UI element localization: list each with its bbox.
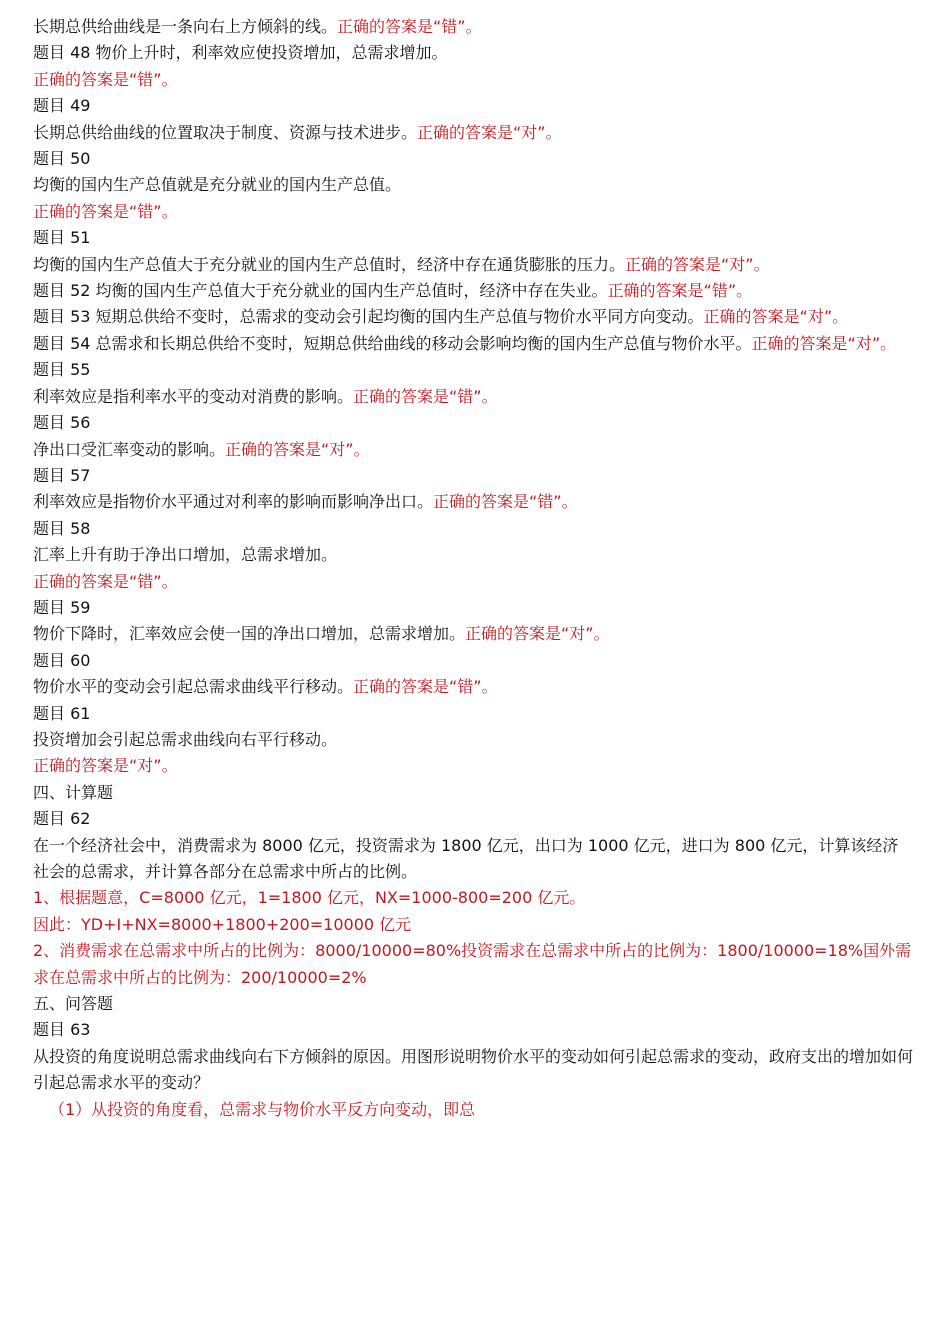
text-line bbox=[33, 40, 913, 66]
answer-text: 正确的答案是“错”。 bbox=[607, 281, 753, 301]
answer-text: 因此：YD+I+NX=8000+1800+200=10000 亿元 bbox=[33, 914, 412, 934]
question-text: 利率效应是指物价水平通过对利率的影响而影响净出口。 bbox=[33, 492, 434, 512]
question-text: 题目 52 均衡的国内生产总值大于充分就业的国内生产总值时，经济中存在失业。 bbox=[33, 281, 608, 301]
answer-text: 正确的答案是“错”。 bbox=[337, 17, 482, 36]
answer-text: 正确的答案是“错”。 bbox=[33, 201, 178, 221]
question-text: 题目 55 bbox=[33, 360, 91, 380]
answer-text: 正确的答案是“对”。 bbox=[703, 307, 849, 327]
text-line bbox=[33, 331, 913, 357]
text-line bbox=[33, 780, 913, 806]
question-text: 均衡的国内生产总值就是充分就业的国内生产总值。 bbox=[33, 175, 402, 195]
question-text: 题目 50 bbox=[33, 149, 91, 169]
question-text: 题目 49 bbox=[33, 96, 91, 116]
text-line bbox=[33, 172, 913, 198]
answer-text: 正确的答案是“对”。 bbox=[625, 254, 770, 274]
question-text: 四、计算题 bbox=[33, 782, 114, 802]
text-line bbox=[33, 252, 913, 278]
question-text: 投资增加会引起总需求曲线向右平行移动。 bbox=[33, 729, 338, 749]
question-text: 物价下降时，汇率效应会使一国的净出口增加，总需求增加。 bbox=[33, 624, 466, 644]
text-line bbox=[33, 146, 913, 172]
text-line bbox=[33, 1097, 913, 1123]
text-line bbox=[33, 357, 913, 383]
answer-text: 正确的答案是“对”。 bbox=[465, 624, 610, 644]
question-text: 从投资的角度说明总需求曲线向右下方倾斜的原因。用图形说明物价水平的变动如何引起总需求的变动，政府支出的增加如何引起总需求水平的变动？ bbox=[33, 1046, 914, 1093]
answer-text: 2、消费需求在总需求中所占的比例为：8000/10000=80%投资需求在总需求中所占的比例为：1800/10000=18%国外需求在总需求中所占的比例为：200/10000=2% bbox=[33, 941, 912, 987]
document-body bbox=[33, 14, 913, 1123]
text-line bbox=[33, 120, 913, 146]
question-text: 题目 54 总需求和长期总供给不变时，短期总供给曲线的移动会影响均衡的国内生产总值与物价水平。 bbox=[33, 333, 752, 353]
question-text: 长期总供给曲线是一条向右上方倾斜的线。 bbox=[33, 17, 338, 36]
text-line bbox=[33, 225, 913, 251]
question-text: 题目 58 bbox=[33, 518, 91, 538]
text-line bbox=[33, 1044, 913, 1097]
text-line bbox=[33, 516, 913, 542]
question-text: 题目 56 bbox=[33, 413, 91, 433]
answer-text: 1、根据题意，C=8000 亿元，1=1800 亿元，NX=1000-800=200 亿元。 bbox=[33, 888, 586, 908]
question-text: 题目 63 bbox=[33, 1020, 91, 1040]
text-line bbox=[33, 1017, 913, 1043]
question-text: 汇率上升有助于净出口增加，总需求增加。 bbox=[33, 545, 338, 565]
text-line bbox=[33, 806, 913, 832]
text-line bbox=[33, 727, 913, 753]
question-text: 净出口受汇率变动的影响。 bbox=[33, 439, 226, 459]
question-text: 题目 57 bbox=[33, 465, 91, 485]
answer-text: 正确的答案是“错”。 bbox=[353, 386, 498, 406]
text-line bbox=[33, 410, 913, 436]
question-text: 在一个经济社会中，消费需求为 8000 亿元，投资需求为 1800 亿元，出口为 1000 亿元，进口为 800 亿元，计算该经济社会的总需求，并计算各部分在总需求中所占的比例。 bbox=[33, 835, 899, 881]
answer-text: 正确的答案是“错”。 bbox=[33, 571, 178, 591]
text-line bbox=[33, 463, 913, 489]
text-line bbox=[33, 199, 913, 225]
text-line bbox=[33, 912, 913, 938]
question-text: 题目 61 bbox=[33, 703, 91, 723]
question-text: 题目 59 bbox=[33, 597, 91, 617]
text-line bbox=[33, 437, 913, 463]
text-line bbox=[33, 833, 913, 886]
text-line bbox=[33, 621, 913, 647]
text-line bbox=[33, 384, 913, 410]
question-text: 五、问答题 bbox=[33, 994, 114, 1014]
question-text: 物价水平的变动会引起总需求曲线平行移动。 bbox=[33, 677, 354, 697]
text-line bbox=[33, 701, 913, 727]
text-line bbox=[33, 595, 913, 621]
answer-text: 正确的答案是“错”。 bbox=[353, 677, 498, 697]
text-line bbox=[33, 753, 913, 779]
text-line bbox=[33, 648, 913, 674]
answer-text: 正确的答案是“对”。 bbox=[225, 439, 370, 459]
question-text: 均衡的国内生产总值大于充分就业的国内生产总值时，经济中存在通货膨胀的压力。 bbox=[33, 254, 626, 274]
text-line bbox=[33, 569, 913, 595]
answer-text: 正确的答案是“错”。 bbox=[433, 492, 578, 512]
question-text: 题目 62 bbox=[33, 809, 91, 829]
text-line bbox=[33, 14, 913, 40]
answer-text: 正确的答案是“对”。 bbox=[417, 122, 562, 142]
question-text: 长期总供给曲线的位置取决于制度、资源与技术进步。 bbox=[33, 122, 418, 142]
text-line bbox=[33, 67, 913, 93]
text-line bbox=[33, 542, 913, 568]
text-line bbox=[33, 93, 913, 119]
question-text: 题目 51 bbox=[33, 228, 91, 248]
text-line bbox=[33, 489, 913, 515]
answer-text: 正确的答案是“对”。 bbox=[751, 333, 897, 353]
question-text: 利率效应是指利率水平的变动对消费的影响。 bbox=[33, 386, 354, 406]
text-line bbox=[33, 991, 913, 1017]
text-line bbox=[33, 938, 913, 991]
question-text: 题目 53 短期总供给不变时，总需求的变动会引起均衡的国内生产总值与物价水平同方向变动。 bbox=[33, 307, 704, 327]
answer-text: 正确的答案是“错”。 bbox=[33, 69, 178, 89]
text-line bbox=[33, 885, 913, 911]
text-line bbox=[33, 304, 913, 330]
answer-text: 正确的答案是“对”。 bbox=[33, 756, 178, 776]
question-text: 题目 48 物价上升时，利率效应使投资增加，总需求增加。 bbox=[33, 43, 448, 63]
answer-text: （1）从投资的角度看，总需求与物价水平反方向变动，即总 bbox=[49, 1099, 476, 1119]
question-text: 题目 60 bbox=[33, 650, 91, 670]
text-line bbox=[33, 674, 913, 700]
text-line bbox=[33, 278, 913, 304]
